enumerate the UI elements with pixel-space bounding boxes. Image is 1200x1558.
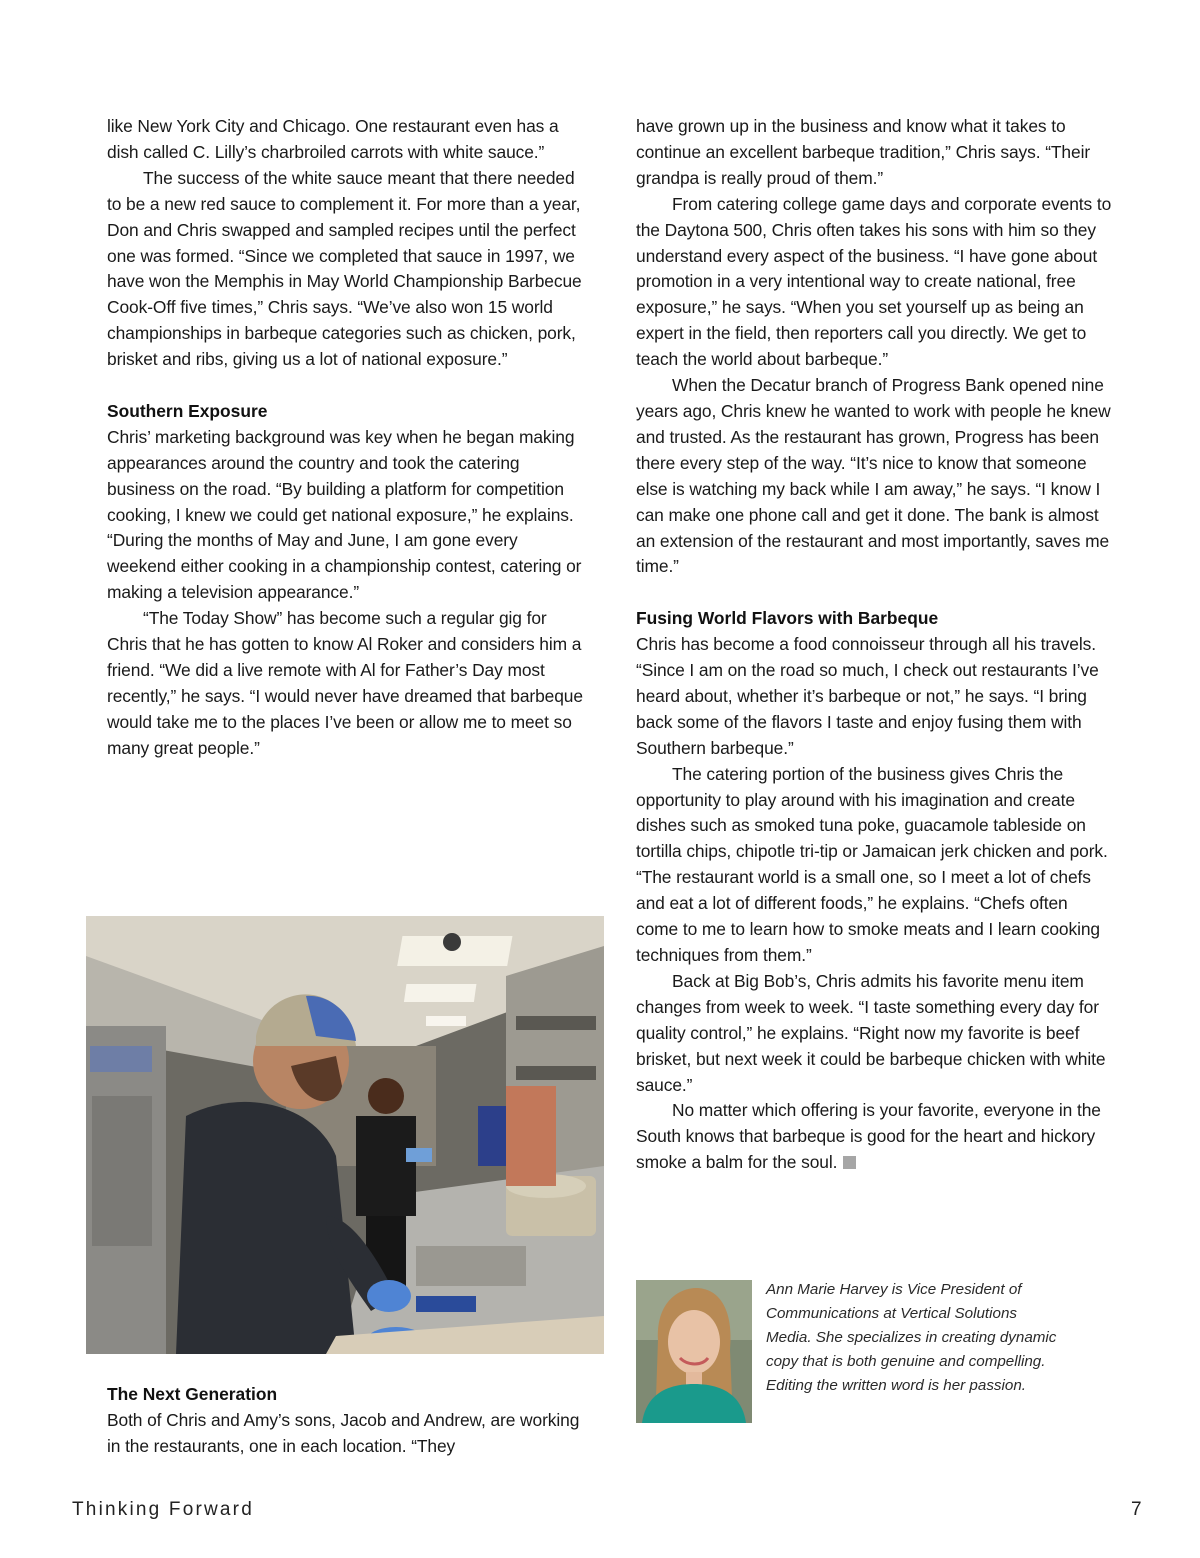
closing-paragraph — [636, 1098, 1114, 1176]
right-column — [636, 114, 1114, 1176]
closing-text: No matter which offering is your favorite, everyone in the South knows that barbeque is good for the heart and hickory smoke a balm for the soul. — [636, 1100, 1101, 1173]
body-paragraph: Chris has become a food connoisseur through all his travels. “Since I am on the road so much, I check out restaurants I’ve heard about, whether it’s barbeque or not,” he says. “I bring back some of the flavors I taste and enjoy fusing them with Southern barbeque.” — [636, 634, 1099, 758]
body-paragraph: When the Decatur branch of Progress Bank opened nine years ago, Chris knew he wanted to work with people he knew and trusted. As the restaurant has grown, Progress has been there every step of the way. “It’s nice to know that someone else is watching my back while I am away,” he says. “I know I can make one phone call and get it done. The bank is almost an extension of the restaurant and most importantly, saves me time.” — [636, 375, 1111, 577]
body-paragraph: Chris’ marketing background was key when he began making appearances around the country and took the catering business on the road. “By building a platform for competition cooking, I knew we could get national exposure,” he explains. “During the months of May and June, I am gone every weekend either cooking in a championship contest, catering or making a television appearance.” — [107, 426, 582, 603]
body-paragraph: like New York City and Chicago. One restaurant even has a dish called C. Lilly’s charbroiled carrots with white sauce.” — [107, 116, 559, 162]
body-paragraph: From catering college game days and corporate events to the Daytona 500, Chris often takes his sons with him so they understand every aspect of the business. “I have gone about promotion in a very intentional way to create national, free exposure,” he says. “When you set yourself up as being an expert in the field, then reporters call you directly. We get to teach the world about barbeque.” — [636, 193, 1112, 370]
author-bio: Ann Marie Harvey is Vice President of Communications at Vertical Solutions Media. She specializes in creating dynamic copy that is both genuine and compelling. Editing the written word is her passion. — [766, 1281, 1057, 1394]
section-heading-fusing-world-flavors: Fusing World Flavors with Barbeque — [636, 608, 939, 629]
footer-publication-title: Thinking Forward — [72, 1499, 254, 1520]
next-generation-section — [107, 1382, 585, 1460]
body-paragraph: Back at Big Bob’s, Chris admits his favorite menu item changes from week to week. “I taste something every day for quality control,” he explains. “Right now my favorite is beef brisket, but next week it could be barbeque chicken with white sauce.” — [636, 970, 1106, 1095]
body-paragraph: have grown up in the business and know what it takes to continue an excellent barbeque tradition,” Chris says. “Their grandpa is really proud of them.” — [636, 116, 1091, 188]
kitchen-photo — [86, 916, 604, 1354]
body-paragraph: The catering portion of the business gives Chris the opportunity to play around with his imagination and create dishes such as smoked tuna poke, guacamole tableside on tortilla chips, chipotle tri-tip or Jamaican jerk chicken and pork. “The restaurant world is a small one, so I meet a lot of chefs and eat a lot of different foods,” he explains. “Chefs often come to me to learn how to smoke meats and I learn cooking techniques from them.” — [636, 763, 1108, 965]
body-paragraph: The success of the white sauce meant that there needed to be a new red sauce to complement it. For more than a year, Don and Chris swapped and sampled recipes until the perfect one was formed. “Since we completed that sauce in 1997, we have won the Memphis in May World Championship Barbecue Cook-Off five times,” Chris says. “We’ve also won 15 world championships in barbeque categories such as chicken, pork, brisket and ribs, giving us a lot of national exposure.” — [107, 167, 582, 370]
page-number: 7 — [1131, 1499, 1142, 1520]
section-heading-next-generation: The Next Generation — [107, 1384, 278, 1404]
left-column — [107, 114, 585, 762]
body-paragraph: “The Today Show” has become such a regular gig for Chris that he has gotten to know Al Roker and considers him a friend. “We did a live remote with Al for Father’s Day most recently,” he says. “I would never have dreamed that barbeque would take me to the places I’ve been or allow me to meet so many great people.” — [107, 608, 583, 758]
end-of-article-mark — [843, 1156, 856, 1169]
author-photo — [636, 1280, 752, 1423]
body-paragraph: Both of Chris and Amy’s sons, Jacob and Andrew, are working in the restaurants, one in each location. “They — [107, 1409, 580, 1456]
section-heading-southern-exposure: Southern Exposure — [107, 400, 268, 421]
